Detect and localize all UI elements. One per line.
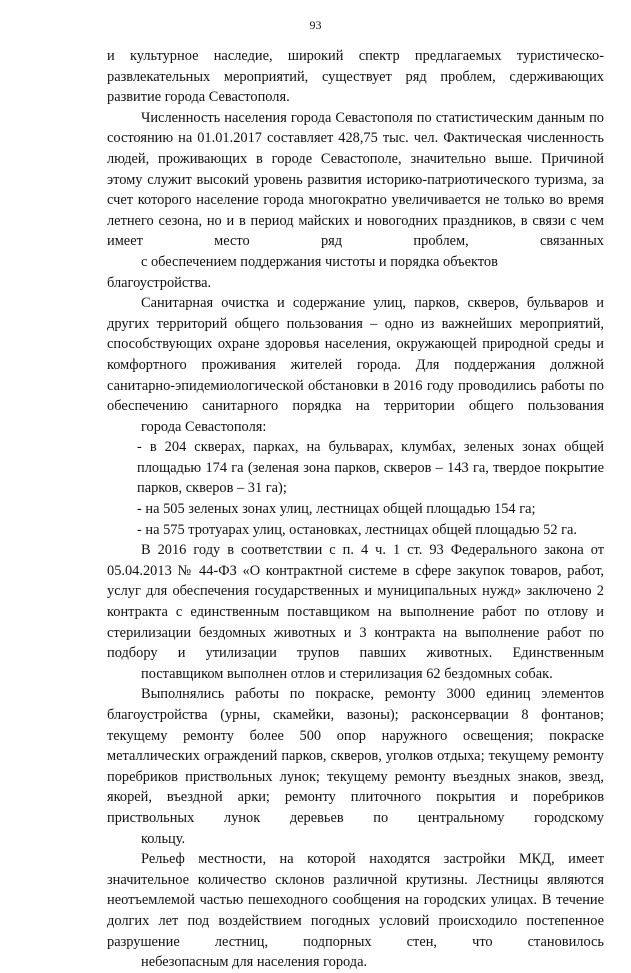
paragraph-last-line: небезопасным для населения города.	[141, 954, 368, 971]
list-item-sidewalks	[107, 520, 604, 541]
list-item-parks	[107, 437, 604, 499]
list-item-last-line: парков, скверов – 31 га);	[137, 480, 287, 497]
list-item-green-zones	[107, 499, 604, 520]
paragraph-last-line: с обеспечением поддержания чистоты и порядка объектов благоустройства.	[107, 253, 498, 291]
paragraph-text: В 2016 году в соответствии с п. 4 ч. 1 ст. 93 Федерального закона от 05.04.2013 № 44-ФЗ «О контрактной системе в сфере закупок товаров, работ, услуг для обеспечения государственных и муниципальных нужд» заключено 2 контракта с единственным поставщиком на выполнение работ по отлову и стерилизации бездомных животных и 3 контракта на выполнение работ по подбору и утилизации трупов павших животных. Единственным	[107, 542, 604, 662]
document-body	[107, 46, 604, 973]
paragraph-sanitation	[107, 293, 604, 437]
paragraph-last-line: поставщиком выполнен отлов и стерилизация 62 бездомных собак.	[141, 665, 553, 682]
paragraph-text: Рельеф местности, на которой находятся застройки МКД, имеет значительное количество склонов различной крутизны. Лестницы являются неотъемлемой частью пешеходного сообщения на городских улицах. В течение долгих лет под воздействием погодных условий происходило постепенное разрушение лестниц, подпорных стен, что становилось	[107, 851, 604, 950]
page-number: 93	[309, 18, 322, 32]
paragraph-repairs	[107, 684, 604, 849]
paragraph-text: Выполнялись работы по покраске, ремонту 3000 единиц элементов благоустройства (урны, скамейки, вазоны); расконсервации 8 фонтанов; текущему ремонту более 500 опор наружного освещения; покраске металлических ограждений парков, скверов, уголков отдыха; текущему ремонту поребриков приствольных лунок; текущему ремонту въездных знаков, звезд, якорей, въездной арки; ремонту плиточного покрытия и поребриков приствольных лунок деревьев по центральному городскому	[107, 686, 604, 826]
paragraph-contracts	[107, 540, 604, 684]
paragraph-relief	[107, 849, 604, 973]
paragraph-text: и культурное наследие, широкий спектр предлагаемых туристическо-развлекательных мероприятий, существует ряд проблем, сдерживающих	[107, 48, 604, 85]
list-item-last-line: - на 575 тротуарах улиц, остановках, лестницах общей площадью 52 га.	[137, 521, 577, 538]
paragraph-text: Санитарная очистка и содержание улиц, парков, скверов, бульваров и других территорий общего пользования – одно из важнейших мероприятий, способствующих охране здоровья населения, окружающей природной среды и комфортного проживания жителей города. Для поддержания должной санитарно-эпидемиологической обстановки в 2016 году проводились работы по обеспечению санитарного порядка на территории общего пользования	[107, 295, 604, 415]
list-item-last-line: - на 505 зеленых зонах улиц, лестницах общей площадью 154 га;	[137, 501, 536, 518]
paragraph-continuation	[107, 46, 604, 108]
paragraph-last-line: развитие города Севастополя.	[107, 89, 290, 106]
list-item-text: - в 204 скверах, парках, на бульварах, клумбах, зеленых зонах общей площадью 174 га (зеленая зона парков, скверов – 143 га, твердое покрытие	[137, 439, 604, 476]
paragraph-last-line: кольцу.	[141, 830, 186, 847]
paragraph-population	[107, 108, 604, 293]
paragraph-text: Численность населения города Севастополя по статистическим данным по состоянию на 01.01.2017 составляет 428,75 тыс. чел. Фактическая численность людей, проживающих в городе Севастополе, значительно выше. Причиной этому служит высокий уровень развития историко-патриотического туризма, за счет которого население города многократно увеличивается не только во время летнего сезона, но и в период майских и новогодних праздников, в связи с чем имеет место ряд проблем, связанных	[107, 109, 604, 250]
paragraph-last-line: города Севастополя:	[141, 418, 267, 435]
